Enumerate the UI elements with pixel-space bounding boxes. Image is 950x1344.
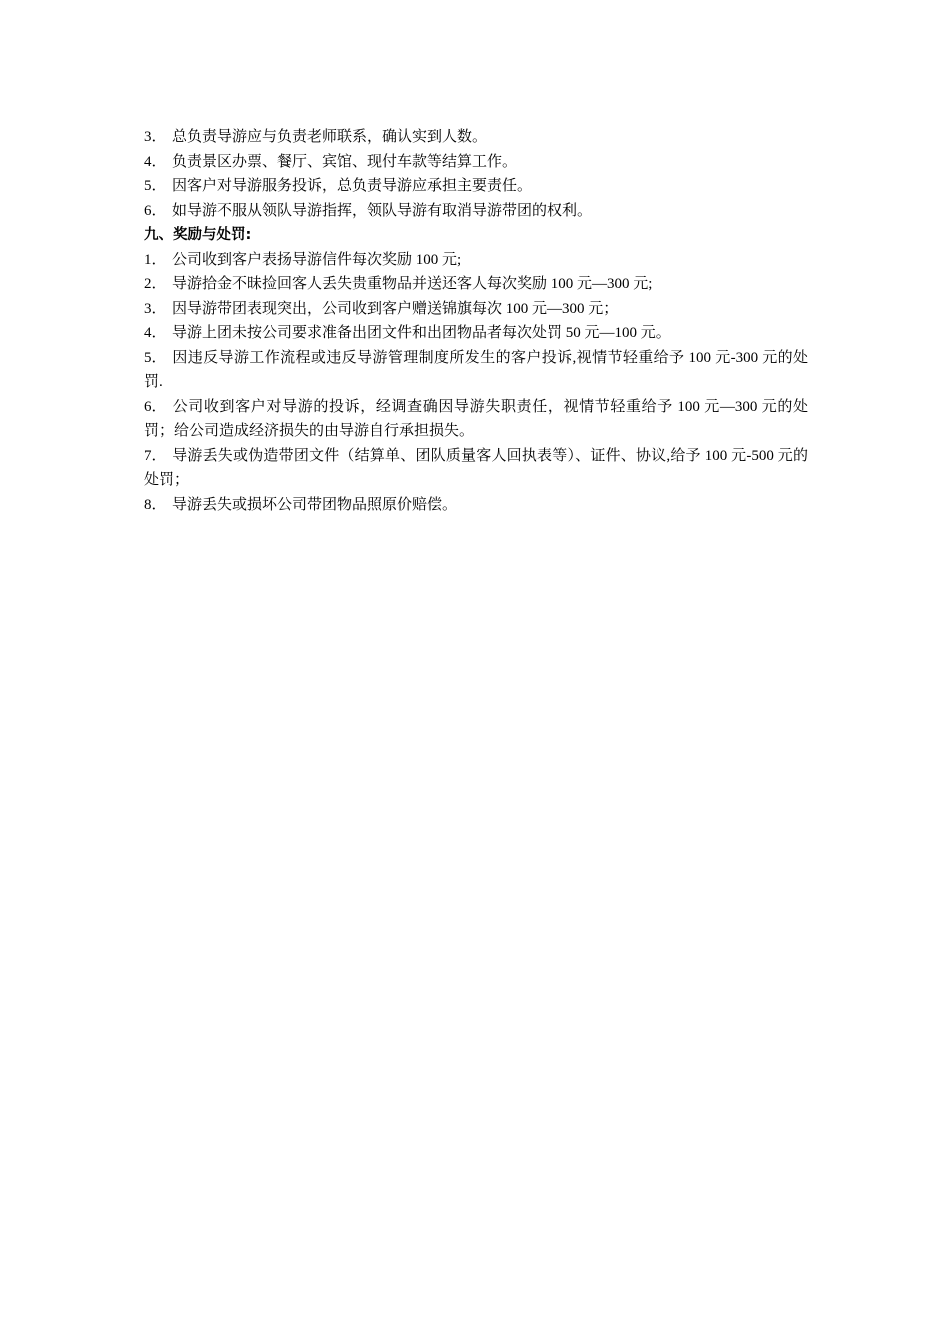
list-item-a4 (144, 150, 808, 175)
item-text: 负责景区办票、餐厅、宾馆、现付车款等结算工作。 (172, 153, 518, 170)
list-item-b1 (144, 248, 808, 273)
item-number: 1． (144, 251, 167, 268)
item-text: 总负责导游应与负责老师联系，确认实到人数。 (172, 129, 488, 145)
item-number: 5． (144, 178, 167, 194)
item-text: 导游上团未按公司要求准备出团文件和出团物品者每次处罚 50 元—100 元。 (172, 325, 671, 341)
item-number: 4． (144, 325, 167, 341)
item-text: 因客户对导游服务投诉，总负责导游应承担主要责任。 (172, 178, 533, 194)
list-item-a5 (144, 174, 808, 199)
item-number: 5． (144, 349, 167, 366)
item-text: 导游丢失或伪造带团文件（结算单、团队质量客人回执表等）、证件、协议,给予 100 元-500 元的处罚； (144, 447, 808, 488)
item-number: 8． (144, 496, 167, 513)
item-number: 3． (144, 300, 167, 317)
item-text: 因违反导游工作流程或违反导游管理制度所发生的客户投诉,视情节轻重给予 100 元-300 元的处罚. (144, 349, 808, 390)
document-body (144, 125, 808, 517)
item-text: 导游丢失或损坏公司带团物品照原价赔偿。 (172, 496, 458, 513)
list-item-b4 (144, 321, 808, 346)
section-heading-rewards-penalties: 九、奖励与处罚: (144, 227, 252, 243)
list-item-b8 (144, 493, 808, 518)
item-number: 4． (144, 153, 167, 170)
list-item-b6 (144, 395, 808, 444)
list-item-b7 (144, 444, 808, 493)
list-item-b2 (144, 272, 808, 297)
list-item-b5 (144, 346, 808, 395)
item-text: 如导游不服从领队导游指挥，领队导游有取消导游带团的权利。 (172, 202, 593, 219)
item-text: 因导游带团表现突出，公司收到客户赠送锦旗每次 100 元—300 元； (172, 300, 619, 317)
item-number: 2． (144, 276, 167, 292)
item-text: 公司收到客户表扬导游信件每次奖励 100 元; (172, 251, 462, 268)
item-number: 7． (144, 447, 167, 464)
item-number: 6． (144, 398, 167, 415)
item-number: 6． (144, 202, 167, 219)
list-item-b3 (144, 297, 808, 322)
item-text: 公司收到客户对导游的投诉，经调查确因导游失职责任，视情节轻重给予 100 元—300 元的处罚；给公司造成经济损失的由导游自行承担损失。 (144, 398, 808, 439)
item-number: 3． (144, 129, 167, 145)
list-item-a3 (144, 125, 808, 150)
item-text: 导游拾金不昧捡回客人丢失贵重物品并送还客人每次奖励 100 元—300 元; (172, 276, 653, 292)
list-item-a6 (144, 199, 808, 224)
